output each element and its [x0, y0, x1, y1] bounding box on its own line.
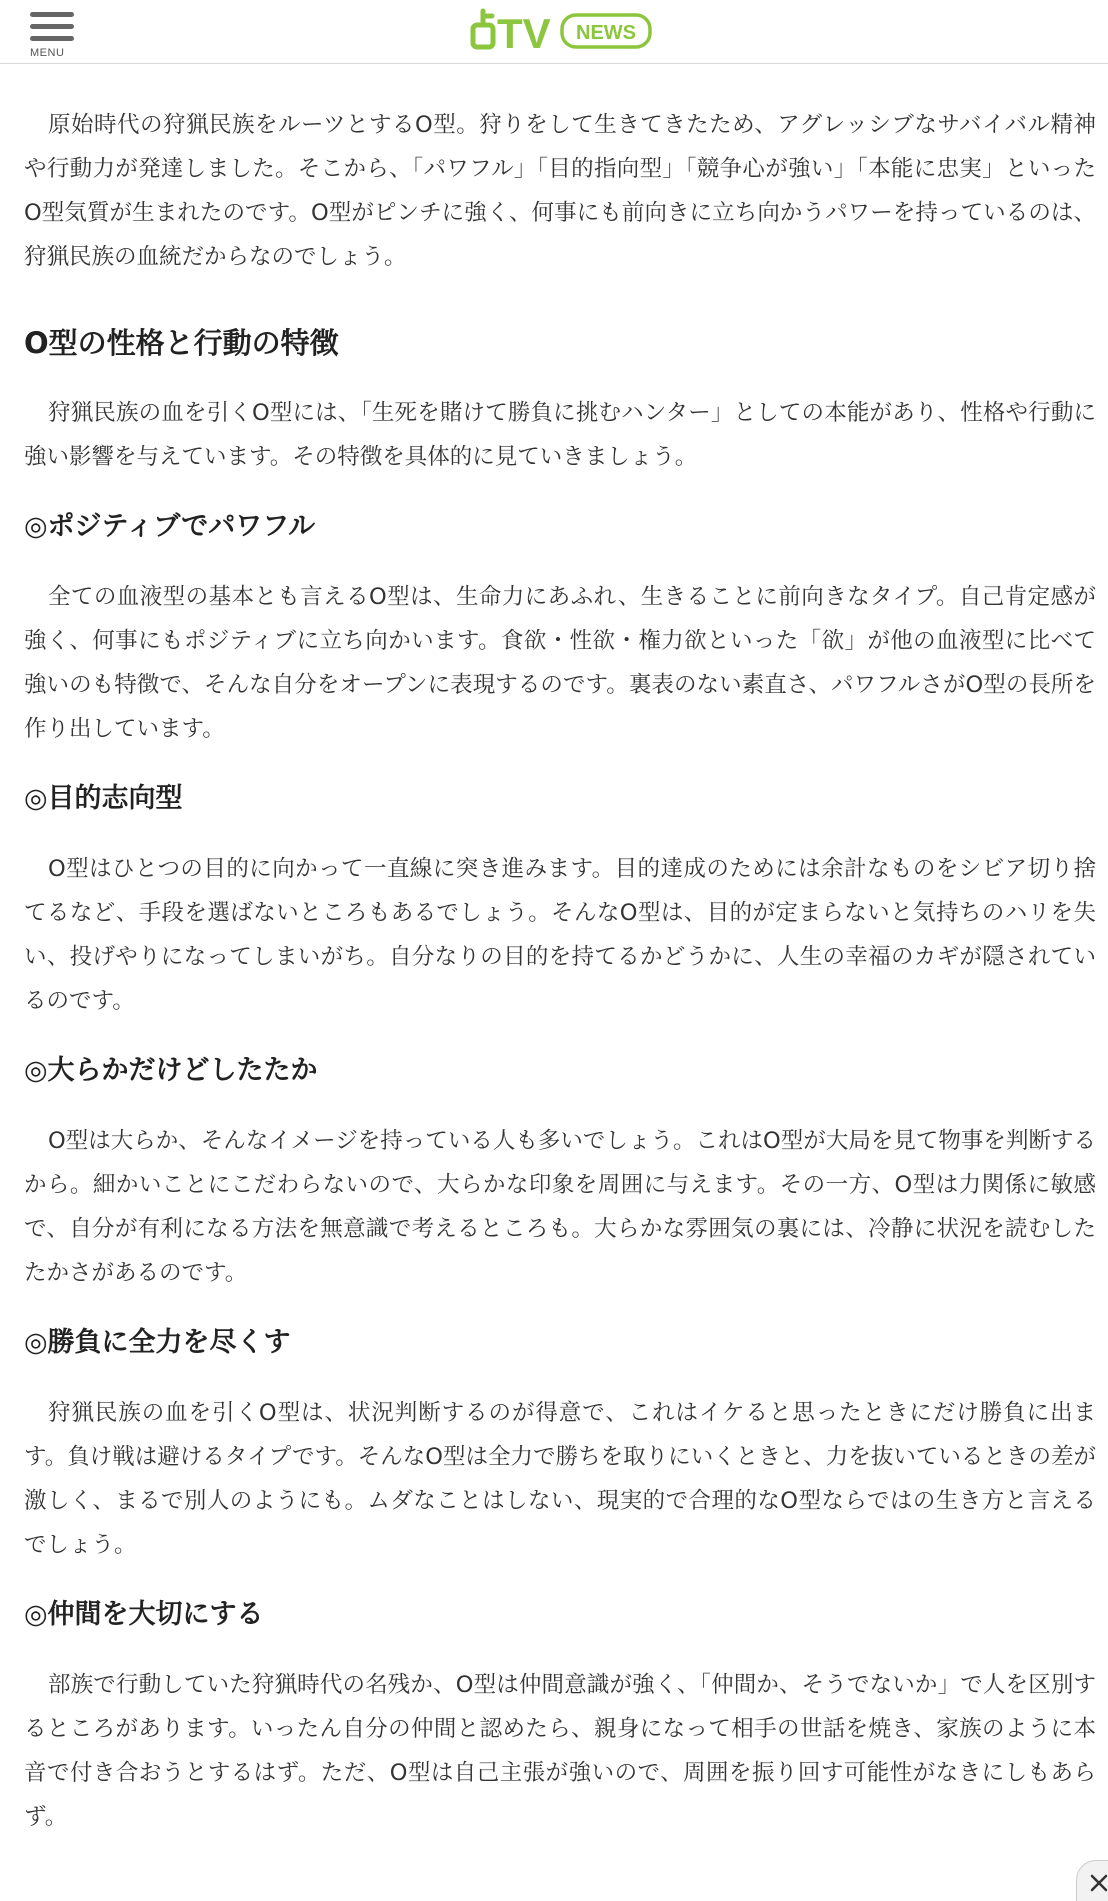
section-title: O型の性格と行動の特徴	[24, 326, 339, 360]
trait-paragraph: O型は大らか、そんなイメージを持っている人も多いでしょう。これはO型が大局を見て物事を判断するから。細かいことにこだわらないので、大らかな印象を周囲に与えます。その一方、O型は力関係に敏感で、自分が有利になる方法を無意識で考えるところも。大らかな雰囲気の裏には、冷静に状況を読むしたたかさがあるのです。	[24, 1128, 1096, 1286]
plug-logo-icon	[473, 11, 493, 47]
logo-tv-text: TV	[497, 10, 551, 54]
trait-heading: ◎勝負に全力を尽くす	[24, 1327, 291, 1358]
trait-heading: ◎ポジティブでパワフル	[24, 511, 316, 542]
trait-heading: ◎仲間を大切にする	[24, 1599, 264, 1630]
hamburger-icon-bar	[30, 36, 74, 41]
article-body	[24, 64, 1096, 1839]
site-header	[0, 0, 1108, 64]
trait-paragraph: O型はひとつの目的に向かって一直線に突き進みます。目的達成のためには余計なものをシビア切り捨てるなど、手段を選ばないところもあるでしょう。そんなO型は、目的が定まらないと気持ちのハリを失い、投げやりになってしまいがち。自分なりの目的を持てるかどうかに、人生の幸福のカギが隠されているのです。	[24, 856, 1096, 1014]
trait-heading: ◎大らかだけどしたたか	[24, 1055, 318, 1086]
menu-button[interactable]	[28, 8, 78, 60]
site-logo[interactable]	[470, 8, 654, 54]
trait-paragraph: 全ての血液型の基本とも言えるO型は、生命力にあふれ、生きることに前向きなタイプ。自己肯定感が強く、何事にもポジティブに立ち向かいます。食欲・性欲・権力欲といった「欲」が他の血液型に比べて強いのも特徴で、そんな自分をオープンに表現するのです。裏表のない素直さ、パワフルさがO型の長所を作り出しています。	[24, 584, 1096, 742]
hamburger-icon	[30, 12, 74, 17]
logo-news-text: NEWS	[576, 22, 636, 44]
trait-paragraph: 部族で行動していた狩猟時代の名残か、O型は仲間意識が強く、「仲間か、そうでないか」で人を区別するところがあります。いったん自分の仲間と認めたら、親身になって相手の世話を焼き、家族のように本音で付き合おうとするはず。ただ、O型は自己主張が強いので、周囲を振り回す可能性がなきにしもあらず。	[24, 1672, 1096, 1830]
close-overlay-button[interactable]	[1076, 1860, 1108, 1901]
hamburger-icon-bar	[30, 24, 74, 29]
menu-label: MENU	[30, 47, 65, 59]
section-intro-paragraph: 狩猟民族の血を引くO型には、「生死を賭けて勝負に挑むハンター」としての本能があり、性格や行動に強い影響を与えています。その特徴を具体的に見ていきましょう。	[24, 400, 1096, 470]
intro-paragraph: 原始時代の狩猟民族をルーツとするO型。狩りをして生きてきたため、アグレッシブなサバイバル精神や行動力が発達しました。そこから、「パワフル」「目的指向型」「競争心が強い」「本能に忠実」といったO型気質が生まれたのです。O型がピンチに強く、何事にも前向きに立ち向かうパワーを持っているのは、狩猟民族の血統だからなのでしょう。	[24, 112, 1096, 270]
trait-heading: ◎目的志向型	[24, 783, 183, 814]
trait-paragraph: 狩猟民族の血を引くO型は、状況判断するのが得意で、これはイケると思ったときにだけ勝負に出ます。負け戦は避けるタイプです。そんなO型は全力で勝ちを取りにいくときと、力を抜いているときの差が激しく、まるで別人のようにも。ムダなことはしない、現実的で合理的なO型ならではの生き方と言えるでしょう。	[24, 1400, 1096, 1558]
close-icon	[1090, 1874, 1108, 1892]
